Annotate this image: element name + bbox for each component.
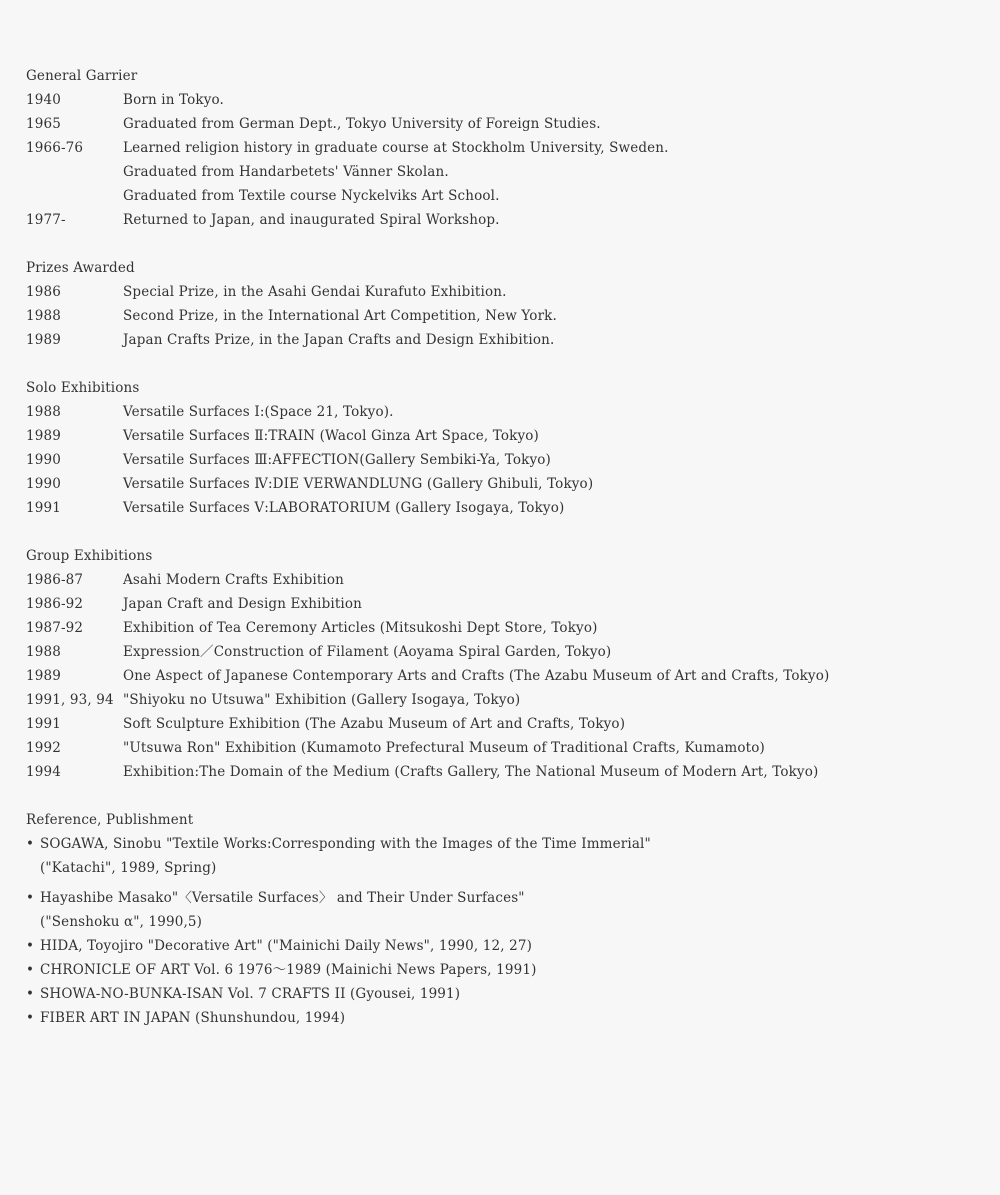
career-row — [26, 208, 976, 232]
reference-item — [26, 832, 976, 880]
group-row — [26, 592, 976, 616]
solo-row — [26, 496, 976, 520]
reference-line: CHRONICLE OF ART Vol. 6 1976〜1989 (Mainichi News Papers, 1991) — [40, 962, 537, 978]
reference-item — [26, 958, 976, 982]
group-row — [26, 616, 976, 640]
row-text: Versatile Surfaces Ⅲ:AFFECTION(Gallery Sembiki-Ya, Tokyo) — [123, 452, 551, 468]
reference-line: HIDA, Toyojiro "Decorative Art" ("Mainichi Daily News", 1990, 12, 27) — [40, 938, 533, 954]
career-row — [26, 136, 976, 160]
references-section — [26, 808, 976, 1030]
prizes-section — [26, 256, 976, 352]
row-year: 1965 — [26, 116, 61, 132]
row-year: 1987-92 — [26, 620, 84, 636]
row-text: Born in Tokyo. — [123, 92, 224, 108]
bullet: • — [26, 962, 35, 978]
row-text: Graduated from Textile course Nyckelviks Art School. — [123, 188, 500, 204]
reference-item — [26, 982, 976, 1006]
row-year: 1986-87 — [26, 572, 84, 588]
row-year: 1994 — [26, 764, 61, 780]
row-year: 1989 — [26, 332, 61, 348]
row-year — [26, 160, 123, 184]
row-text: Soft Sculpture Exhibition (The Azabu Museum of Art and Crafts, Tokyo) — [123, 716, 626, 732]
group-row — [26, 760, 976, 784]
reference-line: ("Senshoku α", 1990,5) — [40, 914, 203, 930]
row-text: Special Prize, in the Asahi Gendai Kurafuto Exhibition. — [123, 284, 507, 300]
row-text: Asahi Modern Crafts Exhibition — [123, 572, 345, 588]
row-year: 1966-76 — [26, 140, 84, 156]
bullet: • — [26, 890, 35, 906]
row-year: 1988 — [26, 308, 61, 324]
row-text: Versatile Surfaces Ⅳ:DIE VERWANDLUNG (Gallery Ghibuli, Tokyo) — [123, 476, 594, 492]
career-row — [26, 88, 976, 112]
reference-line: SOGAWA, Sinobu "Textile Works:Corresponding with the Images of the Time Immerial" — [40, 836, 651, 852]
row-text: Graduated from German Dept., Tokyo University of Foreign Studies. — [123, 116, 601, 132]
prize-row — [26, 328, 976, 352]
solo-row — [26, 448, 976, 472]
group-row — [26, 640, 976, 664]
solo-row — [26, 424, 976, 448]
row-year: 1989 — [26, 668, 61, 684]
row-year: 1940 — [26, 92, 61, 108]
group-row — [26, 736, 976, 760]
solo-row — [26, 400, 976, 424]
row-year: 1991 — [26, 500, 61, 516]
row-year: 1988 — [26, 404, 61, 420]
reference-item — [26, 934, 976, 958]
group-row — [26, 568, 976, 592]
row-text: Second Prize, in the International Art Competition, New York. — [123, 308, 557, 324]
row-text: Versatile Surfaces Ⅱ:TRAIN (Wacol Ginza Art Space, Tokyo) — [123, 428, 539, 444]
row-text: Exhibition:The Domain of the Medium (Crafts Gallery, The National Museum of Modern Art, Tokyo) — [123, 764, 819, 780]
row-year: 1986 — [26, 284, 61, 300]
reference-line: FIBER ART IN JAPAN (Shunshundou, 1994) — [40, 1010, 346, 1026]
group-row — [26, 688, 976, 712]
reference-item — [26, 1006, 976, 1030]
row-text: Versatile Surfaces Ⅴ:LABORATORIUM (Gallery Isogaya, Tokyo) — [123, 500, 565, 516]
section-title-group: Group Exhibitions — [26, 548, 153, 564]
resume-page — [26, 64, 976, 1054]
reference-line: Hayashibe Masako"〈Versatile Surfaces〉 and Their Under Surfaces" — [40, 890, 525, 906]
career-row — [26, 184, 976, 208]
row-text: Versatile Surfaces Ⅰ:(Space 21, Tokyo). — [123, 404, 394, 420]
bullet: • — [26, 938, 35, 954]
row-text: Exhibition of Tea Ceremony Articles (Mitsukoshi Dept Store, Tokyo) — [123, 620, 598, 636]
group-row — [26, 664, 976, 688]
career-section — [26, 64, 976, 232]
solo-row — [26, 472, 976, 496]
row-year: 1992 — [26, 740, 61, 756]
group-section — [26, 544, 976, 784]
row-year: 1986-92 — [26, 596, 84, 612]
prize-row — [26, 280, 976, 304]
row-text: Expression／Construction of Filament (Aoyama Spiral Garden, Tokyo) — [123, 644, 612, 660]
prize-row — [26, 304, 976, 328]
section-title-references: Reference, Publishment — [26, 812, 194, 828]
career-row — [26, 112, 976, 136]
row-text: "Shiyoku no Utsuwa" Exhibition (Gallery Isogaya, Tokyo) — [123, 692, 521, 708]
row-text: Japan Crafts Prize, in the Japan Crafts and Design Exhibition. — [123, 332, 555, 348]
section-title-career: General Garrier — [26, 68, 138, 84]
row-text: Returned to Japan, and inaugurated Spiral Workshop. — [123, 212, 500, 228]
row-year: 1990 — [26, 452, 61, 468]
solo-section — [26, 376, 976, 520]
group-row — [26, 712, 976, 736]
row-text: Learned religion history in graduate course at Stockholm University, Sweden. — [123, 140, 669, 156]
row-text: "Utsuwa Ron" Exhibition (Kumamoto Prefectural Museum of Traditional Crafts, Kumamoto) — [123, 740, 765, 756]
bullet: • — [26, 836, 35, 852]
row-text: One Aspect of Japanese Contemporary Arts and Crafts (The Azabu Museum of Art and Crafts, Tokyo) — [123, 668, 830, 684]
reference-line: ("Katachi", 1989, Spring) — [40, 860, 217, 876]
row-text: Graduated from Handarbetets' Vänner Skolan. — [123, 164, 449, 180]
bullet: • — [26, 986, 35, 1002]
row-year: 1977- — [26, 212, 66, 228]
section-title-prizes: Prizes Awarded — [26, 260, 135, 276]
reference-item — [26, 886, 976, 934]
row-year: 1991 — [26, 716, 61, 732]
row-year: 1988 — [26, 644, 61, 660]
row-year: 1991, 93, 94 — [26, 692, 114, 708]
career-row — [26, 160, 976, 184]
row-text: Japan Craft and Design Exhibition — [123, 596, 362, 612]
row-year: 1989 — [26, 428, 61, 444]
row-year — [26, 184, 123, 208]
row-year: 1990 — [26, 476, 61, 492]
bullet: • — [26, 1010, 35, 1026]
section-title-solo: Solo Exhibitions — [26, 380, 140, 396]
reference-line: SHOWA-NO-BUNKA-ISAN Vol. 7 CRAFTS II (Gyousei, 1991) — [40, 986, 461, 1002]
